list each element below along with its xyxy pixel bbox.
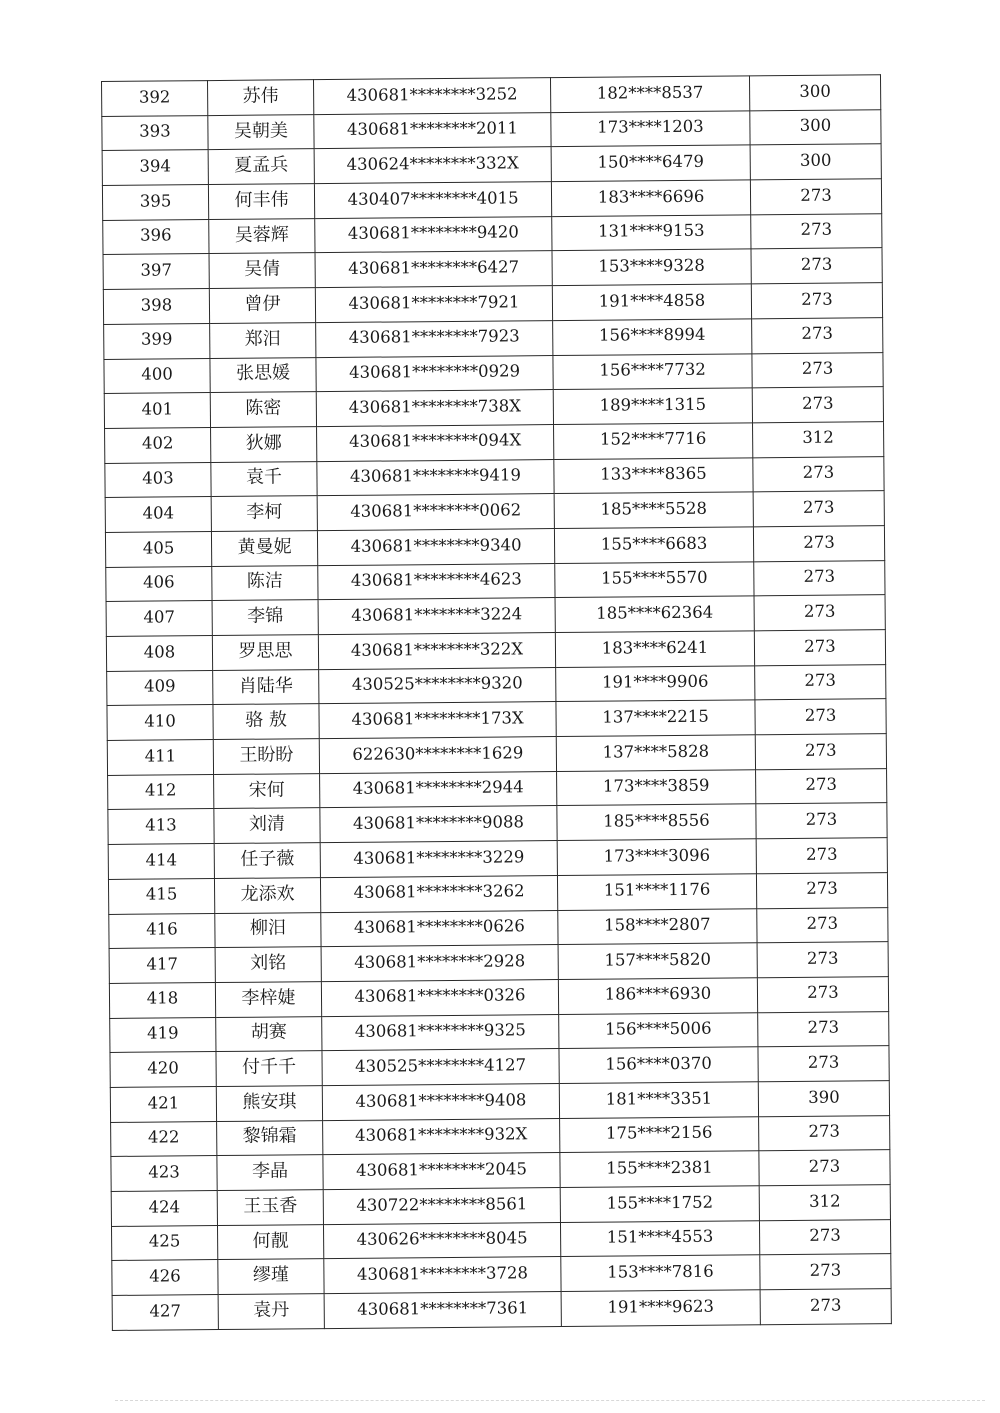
amount-cell: 273 — [757, 977, 888, 1013]
table-row — [112, 1289, 891, 1330]
row-number-cell: 408 — [106, 636, 212, 672]
id-number-cell: 622630********1629 — [319, 737, 556, 774]
phone-cell: 156****8994 — [553, 319, 752, 355]
phone-cell: 155****1752 — [560, 1186, 759, 1222]
id-number-cell: 430681********173X — [319, 702, 556, 739]
phone-cell: 133****8365 — [554, 457, 753, 493]
name-cell: 黄曼妮 — [211, 531, 317, 567]
amount-cell: 273 — [751, 213, 882, 249]
name-cell: 胡赛 — [216, 1016, 322, 1052]
amount-cell: 273 — [750, 179, 881, 215]
name-cell: 刘清 — [214, 808, 320, 844]
phone-cell: 186****6930 — [558, 978, 757, 1014]
id-number-cell: 430525********4127 — [322, 1049, 559, 1086]
id-number-cell: 430681********7921 — [315, 286, 552, 323]
row-number-cell: 419 — [110, 1017, 216, 1053]
id-number-cell: 430681********4623 — [318, 563, 555, 600]
id-number-cell: 430681********2045 — [323, 1153, 560, 1190]
amount-cell: 273 — [756, 803, 887, 839]
phone-cell: 156****0370 — [559, 1047, 758, 1083]
phone-cell: 189****1315 — [553, 388, 752, 424]
phone-cell: 153****9328 — [552, 249, 751, 285]
amount-cell: 273 — [759, 1150, 890, 1186]
row-number-cell: 412 — [108, 774, 214, 810]
amount-cell: 273 — [752, 387, 883, 423]
name-cell: 王盼盼 — [213, 739, 319, 775]
row-number-cell: 414 — [108, 844, 214, 880]
row-number-cell: 417 — [109, 948, 215, 984]
id-number-cell: 430681********2928 — [321, 945, 558, 982]
name-cell: 苏伟 — [208, 80, 314, 116]
phone-cell: 191****9906 — [556, 666, 755, 702]
row-number-cell: 423 — [111, 1156, 217, 1192]
id-number-cell: 430681********738X — [316, 390, 553, 427]
name-cell: 李梓婕 — [215, 981, 321, 1017]
row-number-cell: 395 — [102, 185, 208, 221]
id-number-cell: 430681********094X — [317, 424, 554, 461]
name-cell: 曾伊 — [209, 288, 315, 324]
id-number-cell: 430525********9320 — [319, 667, 556, 704]
amount-cell: 273 — [756, 768, 887, 804]
amount-cell: 273 — [758, 1046, 889, 1082]
name-cell: 宋何 — [214, 773, 320, 809]
row-number-cell: 422 — [111, 1121, 217, 1157]
name-cell: 夏孟兵 — [208, 149, 314, 185]
id-number-cell: 430407********4015 — [314, 182, 551, 219]
name-cell: 龙添欢 — [214, 877, 320, 913]
row-number-cell: 426 — [112, 1260, 218, 1296]
amount-cell: 300 — [749, 75, 880, 111]
name-cell: 何丰伟 — [208, 184, 314, 220]
row-number-cell: 409 — [107, 670, 213, 706]
amount-cell: 300 — [750, 144, 881, 180]
row-number-cell: 404 — [105, 497, 211, 533]
amount-cell: 273 — [756, 838, 887, 874]
id-number-cell: 430681********932X — [323, 1118, 560, 1155]
id-number-cell: 430681********9419 — [317, 459, 554, 496]
name-cell: 何靓 — [217, 1224, 323, 1260]
amount-cell: 300 — [750, 109, 881, 145]
row-number-cell: 407 — [106, 601, 212, 637]
amount-cell: 273 — [752, 318, 883, 354]
id-number-cell: 430681********0626 — [321, 910, 558, 947]
row-number-cell: 424 — [111, 1191, 217, 1227]
row-number-cell: 425 — [111, 1225, 217, 1261]
amount-cell: 312 — [759, 1185, 890, 1221]
id-number-cell: 430681********0326 — [321, 979, 558, 1016]
id-number-cell: 430681********7923 — [316, 320, 553, 357]
id-number-cell: 430681********3728 — [324, 1257, 561, 1294]
amount-cell: 273 — [751, 283, 882, 319]
row-number-cell: 427 — [112, 1295, 218, 1331]
phone-cell: 185****62364 — [555, 596, 754, 632]
id-number-cell: 430681********9340 — [317, 528, 554, 565]
amount-cell: 273 — [760, 1254, 891, 1290]
name-cell: 骆 敖 — [213, 704, 319, 740]
id-number-cell: 430681********6427 — [315, 251, 552, 288]
name-cell: 任子薇 — [214, 843, 320, 879]
row-number-cell: 398 — [103, 289, 209, 325]
name-cell: 黎锦霜 — [217, 1120, 323, 1156]
amount-cell: 273 — [755, 664, 886, 700]
name-cell: 吴朝美 — [208, 114, 314, 150]
amount-cell: 273 — [759, 1115, 890, 1151]
id-number-cell: 430681********9408 — [322, 1083, 559, 1120]
name-cell: 肖陆华 — [213, 669, 319, 705]
name-cell: 李柯 — [211, 496, 317, 532]
amount-cell: 273 — [754, 560, 885, 596]
amount-cell: 273 — [753, 456, 884, 492]
name-cell: 狄娜 — [211, 427, 317, 463]
phone-cell: 156****7732 — [553, 353, 752, 389]
row-number-cell: 400 — [104, 358, 210, 394]
amount-cell: 273 — [755, 699, 886, 735]
phone-cell: 157****5820 — [558, 943, 757, 979]
name-cell: 吴倩 — [209, 253, 315, 289]
id-number-cell: 430722********8561 — [323, 1188, 560, 1225]
row-number-cell: 410 — [107, 705, 213, 741]
amount-cell: 273 — [752, 352, 883, 388]
amount-cell: 273 — [760, 1289, 891, 1325]
row-number-cell: 415 — [108, 878, 214, 914]
amount-cell: 273 — [755, 734, 886, 770]
phone-cell: 151****4553 — [560, 1220, 759, 1256]
name-cell: 陈洁 — [212, 565, 318, 601]
id-number-cell: 430681********0929 — [316, 355, 553, 392]
row-number-cell: 406 — [106, 566, 212, 602]
row-number-cell: 421 — [110, 1086, 216, 1122]
row-number-cell: 413 — [108, 809, 214, 845]
table-body — [102, 75, 892, 1331]
phone-cell: 131****9153 — [552, 215, 751, 251]
name-cell: 李晶 — [217, 1155, 323, 1191]
phone-cell: 155****5570 — [555, 561, 754, 597]
data-table — [101, 74, 892, 1331]
row-number-cell: 392 — [102, 81, 208, 117]
name-cell: 熊安琪 — [216, 1086, 322, 1122]
row-number-cell: 394 — [102, 150, 208, 186]
phone-cell: 153****7816 — [561, 1255, 760, 1291]
amount-cell: 273 — [759, 1219, 890, 1255]
phone-cell: 137****5828 — [556, 735, 755, 771]
id-number-cell: 430681********9325 — [322, 1014, 559, 1051]
phone-cell: 173****1203 — [551, 111, 750, 147]
id-number-cell: 430681********3252 — [313, 78, 550, 115]
document-sheet — [101, 74, 892, 1331]
row-number-cell: 411 — [107, 740, 213, 776]
phone-cell: 183****6696 — [551, 180, 750, 216]
name-cell: 罗思思 — [212, 635, 318, 671]
id-number-cell: 430681********7361 — [324, 1292, 561, 1329]
row-number-cell: 402 — [105, 427, 211, 463]
row-number-cell: 403 — [105, 462, 211, 498]
row-number-cell: 401 — [104, 393, 210, 429]
name-cell: 李锦 — [212, 600, 318, 636]
name-cell: 陈密 — [210, 392, 316, 428]
amount-cell: 273 — [757, 942, 888, 978]
phone-cell: 185****5528 — [554, 492, 753, 528]
id-number-cell: 430681********3262 — [320, 875, 557, 912]
amount-cell: 312 — [753, 422, 884, 458]
name-cell: 吴蓉辉 — [209, 218, 315, 254]
id-number-cell: 430681********2011 — [314, 112, 551, 149]
name-cell: 柳汨 — [215, 912, 321, 948]
amount-cell: 273 — [756, 872, 887, 908]
name-cell: 袁千 — [211, 461, 317, 497]
id-number-cell: 430681********9420 — [315, 216, 552, 253]
phone-cell: 173****3859 — [557, 770, 756, 806]
amount-cell: 273 — [754, 630, 885, 666]
amount-cell: 273 — [757, 907, 888, 943]
row-number-cell: 416 — [109, 913, 215, 949]
phone-cell: 150****6479 — [551, 145, 750, 181]
row-number-cell: 405 — [105, 531, 211, 567]
phone-cell: 152****7716 — [554, 423, 753, 459]
phone-cell: 173****3096 — [557, 839, 756, 875]
row-number-cell: 397 — [103, 254, 209, 290]
phone-cell: 175****2156 — [560, 1116, 759, 1152]
id-number-cell: 430624********332X — [314, 147, 551, 184]
amount-cell: 273 — [758, 1011, 889, 1047]
amount-cell: 273 — [753, 491, 884, 527]
phone-cell: 155****2381 — [560, 1151, 759, 1187]
id-number-cell: 430681********3229 — [320, 841, 557, 878]
row-number-cell: 399 — [104, 323, 210, 359]
phone-cell: 191****9623 — [561, 1290, 760, 1326]
id-number-cell: 430626********8045 — [323, 1222, 560, 1259]
phone-cell: 185****8556 — [557, 804, 756, 840]
id-number-cell: 430681********322X — [318, 633, 555, 670]
name-cell: 张思媛 — [210, 357, 316, 393]
amount-cell: 273 — [751, 248, 882, 284]
phone-cell: 181****3351 — [559, 1082, 758, 1118]
phone-cell: 155****6683 — [554, 527, 753, 563]
amount-cell: 273 — [754, 595, 885, 631]
name-cell: 袁丹 — [218, 1294, 324, 1330]
row-number-cell: 420 — [110, 1052, 216, 1088]
name-cell: 缪瑾 — [218, 1259, 324, 1295]
phone-cell: 151****1176 — [557, 874, 756, 910]
name-cell: 付千千 — [216, 1051, 322, 1087]
phone-cell: 156****5006 — [559, 1012, 758, 1048]
page-bottom-edge — [115, 1400, 985, 1401]
phone-cell: 191****4858 — [552, 284, 751, 320]
row-number-cell: 393 — [102, 115, 208, 151]
phone-cell: 137****2215 — [556, 700, 755, 736]
phone-cell: 158****2807 — [558, 908, 757, 944]
phone-cell: 183****6241 — [555, 631, 754, 667]
id-number-cell: 430681********2944 — [320, 771, 557, 808]
id-number-cell: 430681********9088 — [320, 806, 557, 843]
name-cell: 刘铭 — [215, 947, 321, 983]
name-cell: 王玉香 — [217, 1190, 323, 1226]
name-cell: 郑汨 — [210, 322, 316, 358]
id-number-cell: 430681********0062 — [317, 494, 554, 531]
phone-cell: 182****8537 — [550, 76, 749, 112]
id-number-cell: 430681********3224 — [318, 598, 555, 635]
row-number-cell: 396 — [103, 219, 209, 255]
row-number-cell: 418 — [109, 982, 215, 1018]
amount-cell: 273 — [753, 526, 884, 562]
amount-cell: 390 — [758, 1081, 889, 1117]
